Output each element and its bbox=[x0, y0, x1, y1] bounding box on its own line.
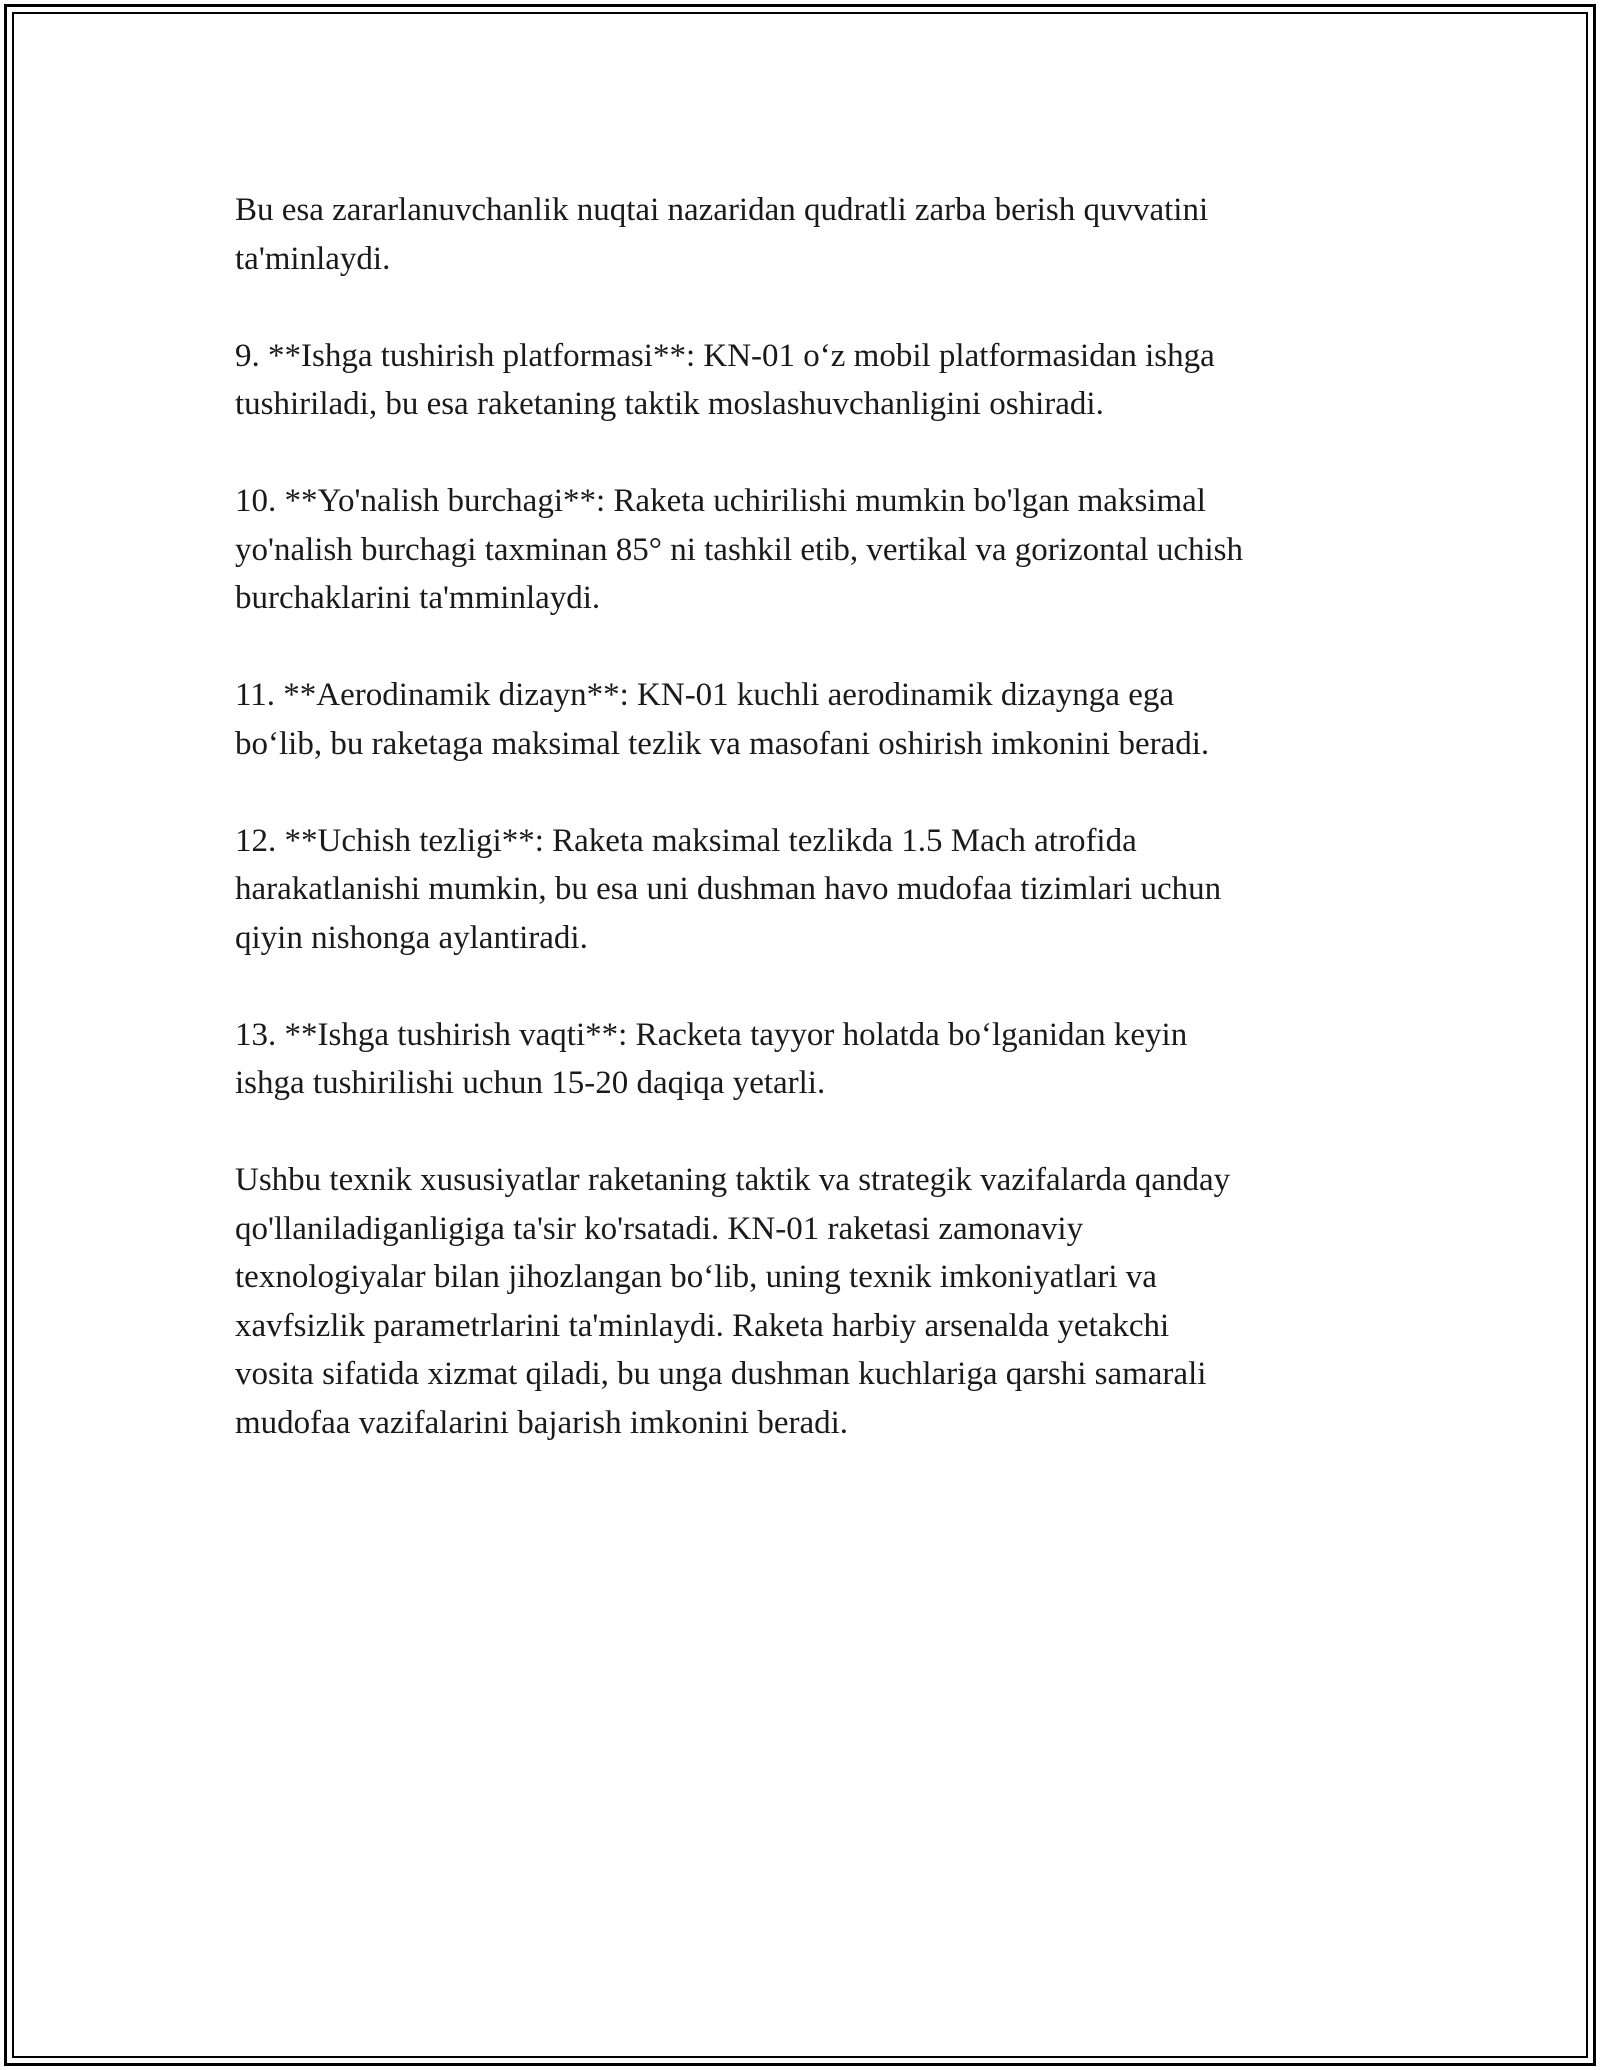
list-item-9-launch-platform: 9. **Ishga tushirish platformasi**: KN-01 o‘z mobil platformasidan ishga tushiriladi, bu esa raketaning taktik moslashuvchanligini oshiradi. bbox=[235, 337, 1215, 422]
document-body bbox=[235, 186, 1375, 1447]
list-item-11-aerodynamic-design: 11. **Aerodinamik dizayn**: KN-01 kuchli aerodinamik dizaynga ega bo‘lib, bu raketaga maksimal tezlik va masofani oshirish imkonini beradi. bbox=[235, 677, 1210, 762]
list-item-12-flight-speed: 12. **Uchish tezligi**: Raketa maksimal tezlikda 1.5 Mach atrofida harakatlanishi mumkin, bu esa uni dushman havo mudofaa tizimlari uchun qiyin nishonga aylantiradi. bbox=[235, 822, 1222, 956]
paragraph-intro-continuation: Bu esa zararlanuvchanlik nuqtai nazaridan qudratli zarba berish quvvatini ta'minlaydi. bbox=[235, 192, 1209, 277]
list-item-10-direction-angle: 10. **Yo'nalish burchagi**: Raketa uchirilishi mumkin bo'lgan maksimal yo'nalish burchagi taxminan 85° ni tashkil etib, vertikal va gorizontal uchish burchaklarini ta'mminlaydi. bbox=[235, 483, 1243, 616]
paragraph-conclusion: Ushbu texnik xususiyatlar raketaning taktik va strategik vazifalarda qanday qo'llaniladiganligiga ta'sir ko'rsatadi. KN-01 raketasi zamonaviy texnologiyalar bilan jihozlangan bo‘lib, uning texnik imkoniyatlari va xavfsizlik parametrlarini ta'minlaydi. Raketa harbiy arsenalda yetakchi vosita sifatida xizmat qiladi, bu unga dushman kuchlariga qarshi samarali mudofaa vazifalarini bajarish imkonini beradi. bbox=[235, 1162, 1231, 1441]
list-item-13-launch-time: 13. **Ishga tushirish vaqti**: Racketa tayyor holatda bo‘lganidan keyin ishga tushirilishi uchun 15-20 daqiqa yetarli. bbox=[235, 1016, 1188, 1101]
